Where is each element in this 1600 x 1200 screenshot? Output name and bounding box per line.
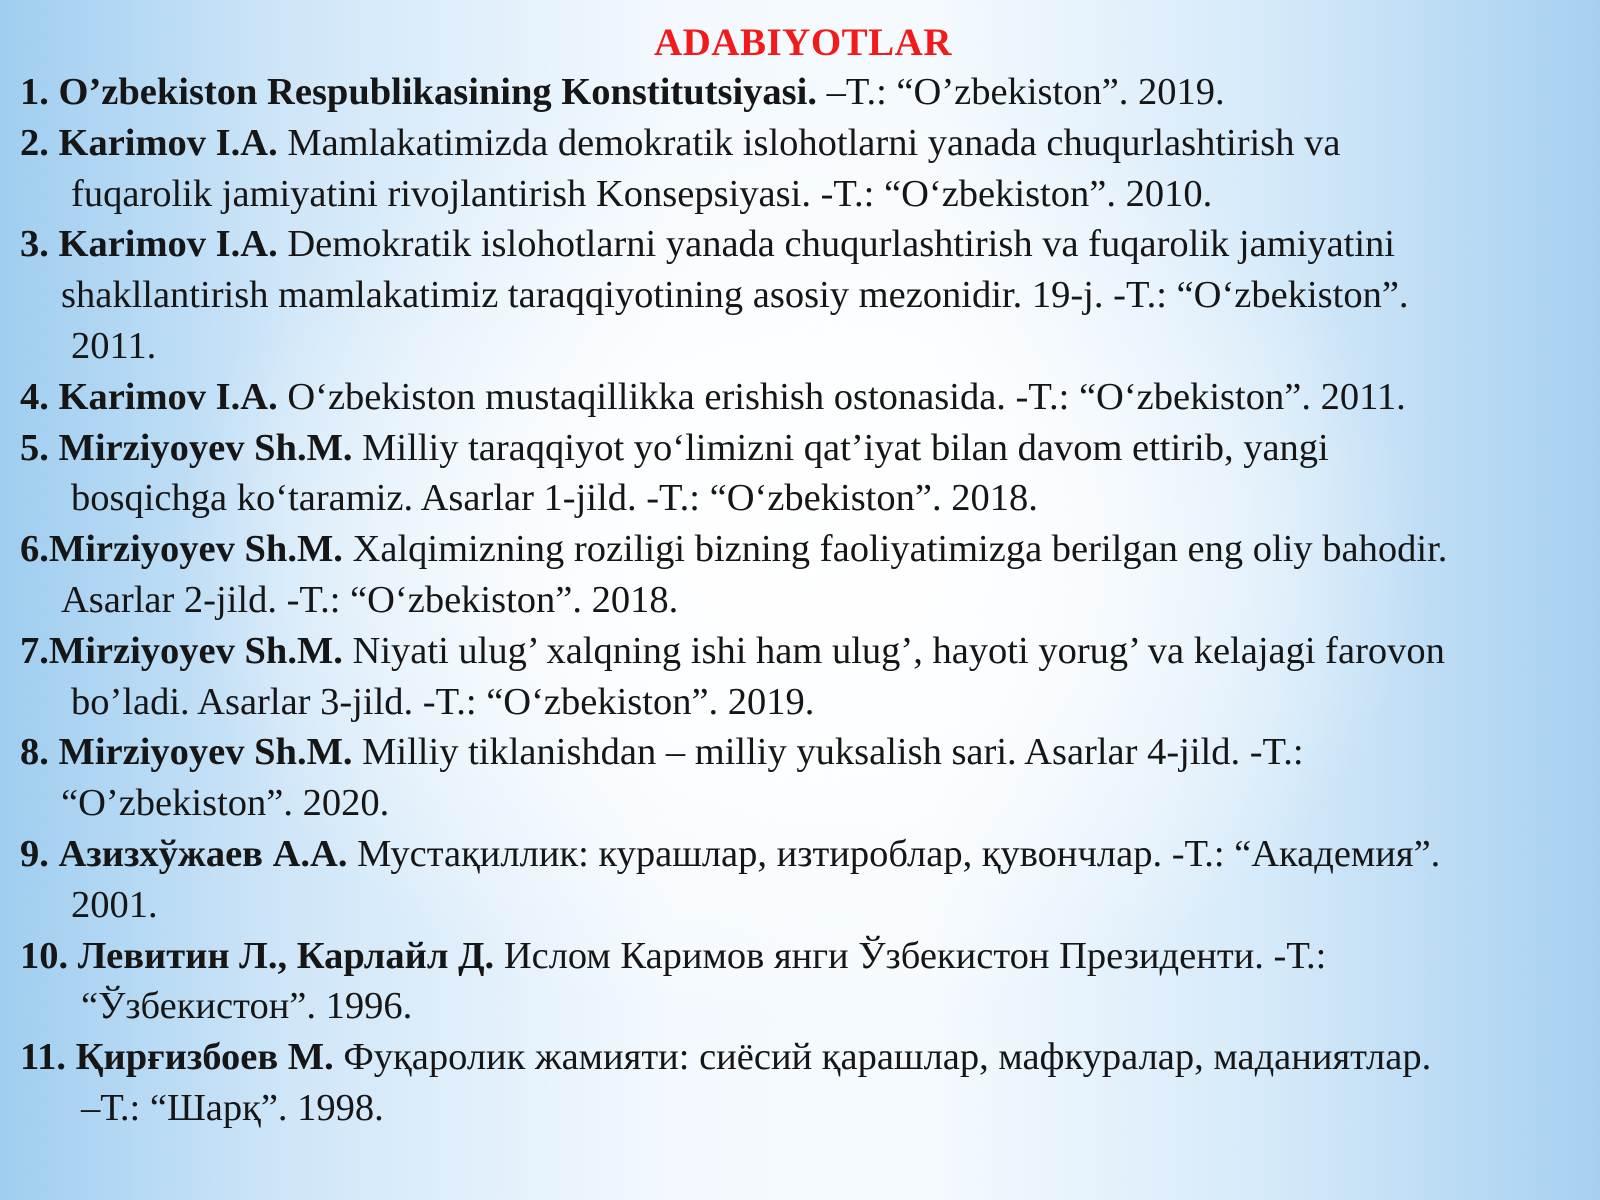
reference-continuation: “O’zbekiston”. 2020.	[61, 782, 390, 825]
reference-number: 10.	[20, 934, 69, 977]
reference-line	[20, 626, 1592, 677]
reference-line	[20, 1032, 1592, 1083]
reference-number: 7.	[20, 629, 49, 672]
reference-item-8	[20, 727, 1592, 829]
reference-line	[20, 931, 1592, 982]
reference-line	[20, 524, 1592, 575]
reference-text: Niyati ulug’ xalqning ishi ham ulug’, hayoti yorug’ va kelajagi farovon	[352, 629, 1445, 672]
reference-author: Karimov I.A.	[58, 223, 278, 266]
reference-line	[20, 829, 1592, 880]
reference-item-10	[20, 931, 1592, 1033]
reference-author: O’zbekiston Respublikasining Konstitutsiyasi.	[58, 71, 817, 113]
reference-text: Demokratik islohotlarni yanada chuqurlashtirish va fuqarolik jamiyatini	[287, 223, 1396, 266]
reference-list	[20, 67, 1592, 1134]
reference-author: Karimov I.A.	[58, 375, 278, 418]
reference-continuation: bo’ladi. Asarlar 3-jild. -T.: “O‘zbekiston”. 2019.	[71, 680, 815, 723]
reference-item-9	[20, 829, 1592, 931]
reference-item-5	[20, 423, 1592, 525]
reference-continuation: 2001.	[71, 883, 158, 926]
reference-item-3	[20, 219, 1592, 371]
reference-item-7	[20, 626, 1592, 728]
reference-line	[20, 372, 1592, 423]
reference-number: 2.	[20, 121, 49, 164]
reference-line	[20, 219, 1592, 270]
reference-author: Mirziyoyev Sh.M.	[48, 528, 343, 571]
reference-continuation: bosqichga ko‘taramiz. Asarlar 1-jild. -T.: “O‘zbekiston”. 2018.	[71, 477, 1038, 520]
reference-item-2	[20, 118, 1592, 220]
reference-text: Milliy taraqqiyot yo‘limizni qat’iyat bilan davom ettirib, yangi	[362, 426, 1329, 469]
reference-item-6	[20, 524, 1592, 626]
reference-text: –T.: “O’zbekiston”. 2019.	[826, 71, 1225, 113]
reference-continuation: Asarlar 2-jild. -T.: “O‘zbekiston”. 2018.	[61, 578, 679, 621]
reference-text: Mamlakatimizda demokratik islohotlarni yanada chuqurlashtirish va	[287, 121, 1341, 164]
page-title: ADABIYOTLAR	[653, 21, 953, 64]
reference-number: 3.	[20, 223, 49, 266]
reference-text: Мустақиллик: курашлар, изтироблар, қувончлар. -Т.: “Академия”.	[357, 832, 1441, 875]
reference-number: 11.	[20, 1036, 67, 1079]
reference-text: Фуқаролик жамияти: сиёсий қарашлар, мафкуралар, маданиятлар.	[343, 1036, 1432, 1079]
reference-author: Қирғизбоев М.	[75, 1036, 334, 1079]
reference-author: Mirziyoyev Sh.M.	[48, 629, 343, 672]
reference-author: Левитин Л., Карлайл Д.	[77, 934, 495, 977]
reference-continuation: shakllantirish mamlakatimiz taraqqiyotining asosiy mezonidir. 19-j. -T.: “O‘zbekiston”.	[61, 274, 1409, 317]
reference-number: 6.	[20, 528, 49, 571]
reference-text: Xalqimizning roziligi bizning faoliyatimizga berilgan eng oliy bahodir.	[352, 528, 1448, 571]
reference-number: 8.	[20, 731, 49, 774]
reference-text: Ислом Каримов янги Ўзбекистон Президенти. -Т.:	[503, 934, 1327, 977]
reference-number: 4.	[20, 375, 49, 418]
reference-item-1	[20, 67, 1592, 118]
reference-item-11	[20, 1032, 1592, 1134]
reference-text: O‘zbekiston mustaqillikka erishish ostonasida. -T.: “O‘zbekiston”. 2011.	[287, 375, 1406, 418]
reference-item-4	[20, 372, 1592, 423]
reference-line	[20, 727, 1592, 778]
reference-line	[20, 423, 1592, 474]
reference-continuation: 2011.	[71, 324, 157, 367]
reference-text: Milliy tiklanishdan – milliy yuksalish sari. Asarlar 4-jild. -T.:	[362, 731, 1304, 774]
reference-continuation: “Ўзбекистон”. 1996.	[81, 985, 413, 1028]
reference-author: Mirziyoyev Sh.M.	[58, 426, 353, 469]
reference-line	[20, 118, 1592, 169]
reference-number: 5.	[20, 426, 49, 469]
reference-author: Азизхўжаев А.А.	[58, 832, 348, 875]
reference-author: Mirziyoyev Sh.M.	[58, 731, 353, 774]
reference-continuation: fuqarolik jamiyatini rivojlantirish Konsepsiyasi. -T.: “O‘zbekiston”. 2010.	[71, 172, 1213, 215]
reference-author: Karimov I.A.	[58, 121, 278, 164]
reference-number: 9.	[20, 832, 49, 875]
reference-line	[20, 67, 1592, 118]
reference-number: 1.	[20, 71, 49, 113]
reference-continuation: –Т.: “Шарқ”. 1998.	[81, 1086, 384, 1129]
